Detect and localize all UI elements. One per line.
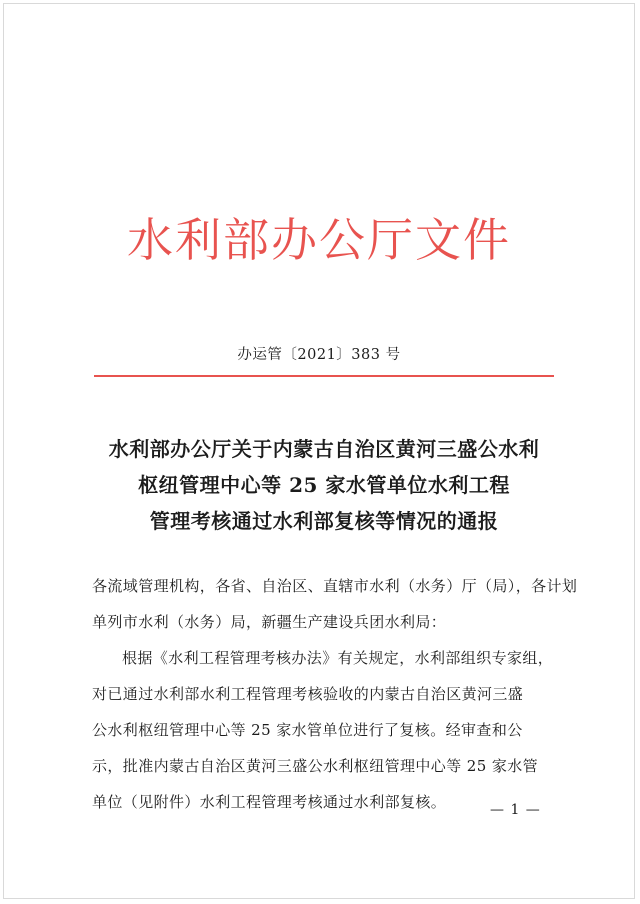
- document-page: [3, 3, 635, 899]
- body-line: 根据《水利工程管理考核办法》有关规定，水利部组织专家组，: [122, 649, 554, 667]
- issuer-header: 水利部办公厅文件: [127, 213, 511, 267]
- red-separator-line: [94, 375, 554, 377]
- document-number: 办运管〔2021〕383 号: [237, 347, 401, 363]
- title-line: 管理考核通过水利部复核等情况的通报: [149, 509, 499, 533]
- body-line: 单位（见附件）水利工程管理考核通过水利部复核。: [92, 793, 447, 811]
- body-line: 对已通过水利部水利工程管理考核验收的内蒙古自治区黄河三盛: [92, 685, 524, 703]
- body-line: 示，批准内蒙古自治区黄河三盛公水利枢纽管理中心等 25 家水管: [92, 757, 539, 775]
- addressee-line: 单列市水利（水务）局，新疆生产建设兵团水利局：: [92, 613, 447, 631]
- body-line: 公水利枢纽管理中心等 25 家水管单位进行了复核。经审查和公: [92, 721, 523, 739]
- title-line: 枢纽管理中心等 25 家水管单位水利工程: [138, 473, 510, 497]
- title-line: 水利部办公厅关于内蒙古自治区黄河三盛公水利: [108, 437, 540, 461]
- page-number: — 1 —: [490, 802, 541, 818]
- document-title: [74, 431, 574, 539]
- addressee-line: 各流域管理机构，各省、自治区、直辖市水利（水务）厅（局），各计划: [92, 577, 578, 595]
- document-body: [92, 568, 578, 820]
